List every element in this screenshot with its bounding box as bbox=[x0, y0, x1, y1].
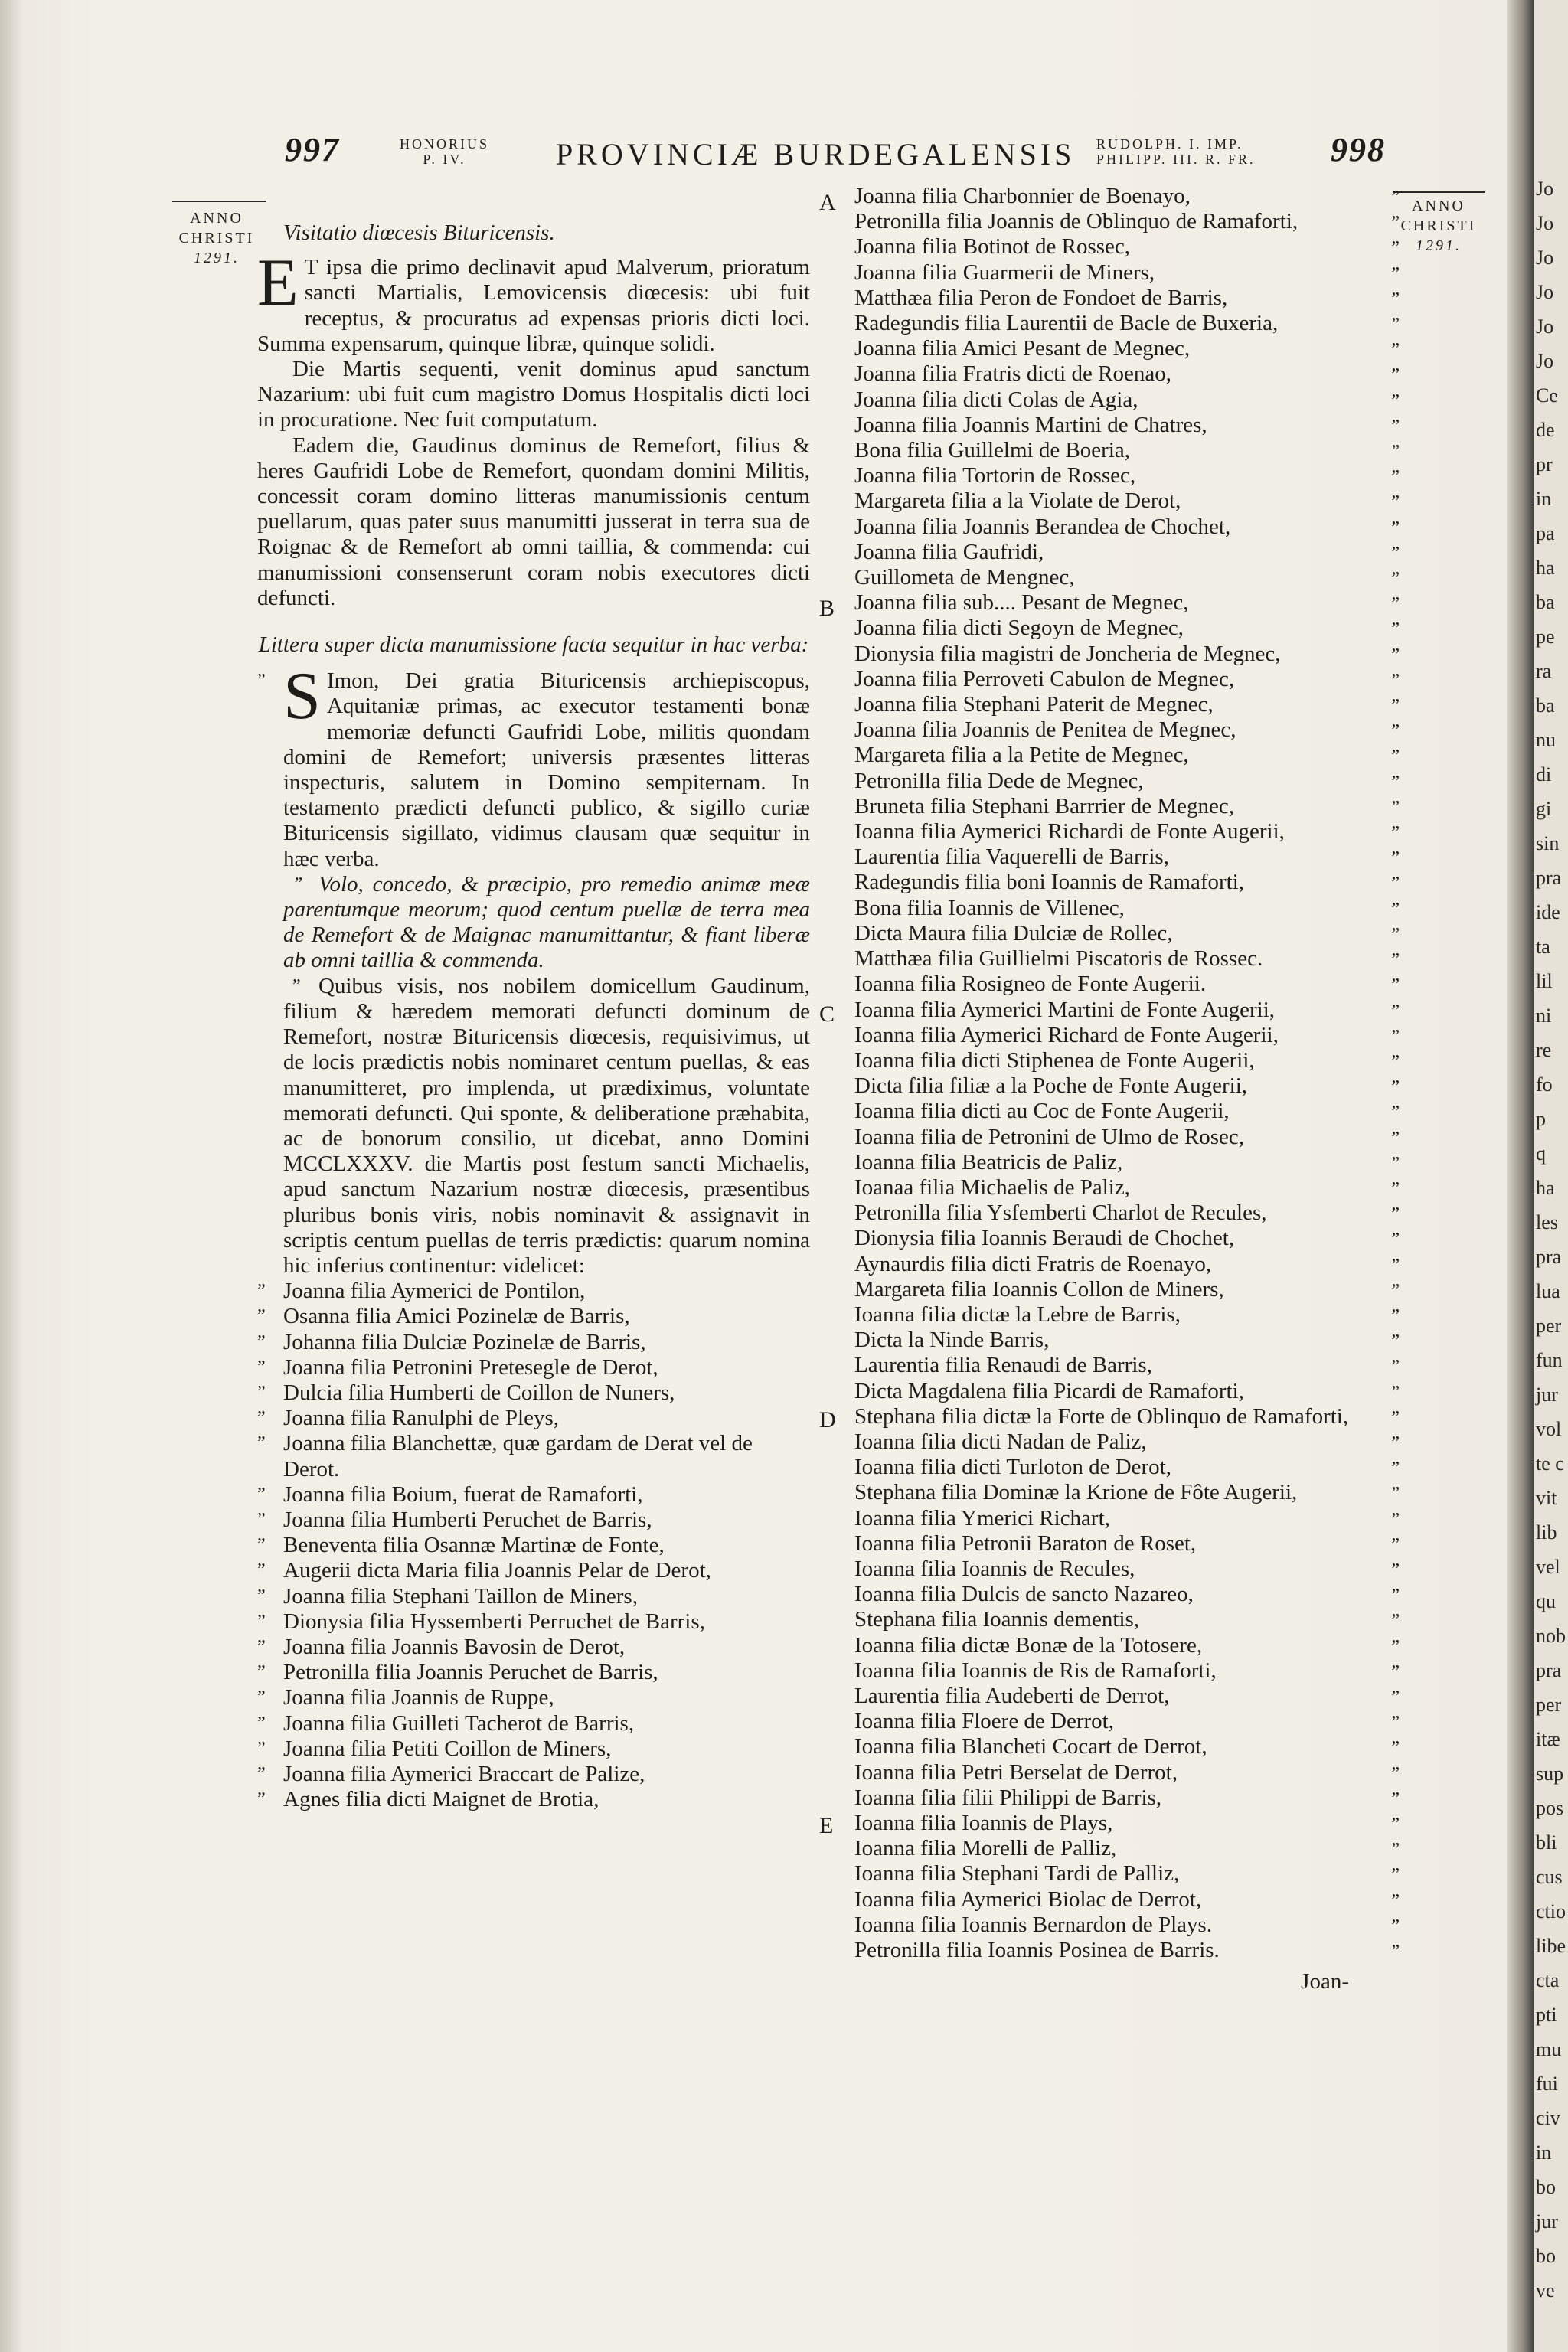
list-item: Matthæa filia Peron de Fondoet de Barris, ” bbox=[854, 286, 1403, 311]
next-page-fragment: bo bbox=[1536, 2176, 1556, 2198]
next-page-fragment: q bbox=[1536, 1142, 1546, 1165]
right-column bbox=[854, 184, 1403, 1994]
list-item: Ioanna filia dicti Stiphenea de Fonte Augerii, ” bbox=[854, 1048, 1403, 1073]
list-item: Joanna filia Tortorin de Rossec, ” bbox=[854, 463, 1403, 488]
next-page-fragment: gi bbox=[1536, 798, 1552, 820]
next-page-fragment: Jo bbox=[1536, 281, 1554, 303]
list-item: Ioanna filia dicti au Coc de Fonte Augerii, ” bbox=[854, 1099, 1403, 1124]
list-item: Joanna filia Joannis de Penitea de Megnec, ” bbox=[854, 717, 1403, 743]
list-item: Ioanna filia Aymerici Richard de Fonte Augerii, ” bbox=[854, 1023, 1403, 1048]
list-item: Joanna filia Botinot de Rossec, ” bbox=[854, 234, 1403, 260]
next-page-fragment: libe bbox=[1536, 1935, 1566, 1957]
list-item: Ioanna filia Dulcis de sancto Nazareo, ” bbox=[854, 1582, 1403, 1607]
next-page-fragment: jur bbox=[1536, 1383, 1558, 1406]
letter-paragraph-simon bbox=[257, 659, 810, 872]
running-header bbox=[0, 130, 1501, 191]
next-page-fragment: ha bbox=[1536, 557, 1555, 579]
next-page-fragment: sup bbox=[1536, 1762, 1564, 1785]
next-page-fragment: in bbox=[1536, 488, 1552, 510]
side-note-left-line2: CHRISTI bbox=[178, 230, 255, 247]
list-item: ” Joanna filia Petronini Pretesegle de Derot, bbox=[257, 1355, 810, 1380]
next-page-fragment: ni bbox=[1536, 1004, 1552, 1027]
list-item: Joanna filia Charbonnier de Boenayo, ” bbox=[854, 184, 1403, 209]
list-item: ” Augerii dicta Maria filia Joannis Pelar de Derot, bbox=[257, 1558, 810, 1583]
list-item: ” Agnes filia dicti Maignet de Brotia, bbox=[257, 1787, 810, 1812]
list-item: Ioanna filia dicti Turloton de Derot, ” bbox=[854, 1455, 1403, 1480]
list-item: Joanna filia Gaufridi, ” bbox=[854, 540, 1403, 565]
next-page-fragment: cta bbox=[1536, 1969, 1560, 1991]
catchword: Joan- bbox=[1301, 1969, 1349, 1994]
next-page-fragment: vol bbox=[1536, 1418, 1562, 1440]
next-page-fragment: Jo bbox=[1536, 212, 1554, 234]
list-item: Bruneta filia Stephani Barrrier de Megnec, ” bbox=[854, 794, 1403, 819]
letter-quote-volo: ” Volo, concedo, & præcipio, pro remedio animæ meæ parentumque meorum; quod centum puellæ de terra mea de Remefort & de Maignac manumittantur, & fiant liberæ ab omni taillia & commenda. bbox=[257, 872, 810, 974]
list-item: Matthæa filia Guillielmi Piscatoris de Rossec. ” bbox=[854, 946, 1403, 972]
left-name-list bbox=[257, 1279, 810, 1812]
next-page-fragment: pr bbox=[1536, 453, 1553, 475]
list-item: Petronilla filia Joannis de Oblinquo de Ramaforti, ” bbox=[854, 209, 1403, 234]
next-page-fragment: in bbox=[1536, 2141, 1552, 2164]
list-item: Joanna filia Fratris dicti de Roenao, ” bbox=[854, 361, 1403, 387]
side-note-right-line2: CHRISTI bbox=[1400, 217, 1477, 234]
list-item: Dicta Magdalena filia Picardi de Ramaforti, ” bbox=[854, 1379, 1403, 1404]
left-column bbox=[257, 184, 810, 1812]
list-item: Joanna filia Joannis Berandea de Chochet, ” bbox=[854, 514, 1403, 540]
next-page-fragment: Ce bbox=[1536, 384, 1558, 407]
next-page-fragment: nob bbox=[1536, 1625, 1566, 1647]
list-item: Ioanna filia Petri Berselat de Derrot, ” bbox=[854, 1760, 1403, 1785]
header-title: PROVINCIÆ BURDEGALENSIS bbox=[556, 137, 1076, 172]
list-item: Joanna filia dicti Colas de Agia, ” bbox=[854, 387, 1403, 413]
next-page-fragment: jur bbox=[1536, 2210, 1558, 2233]
list-item: Dionysia filia magistri de Joncheria de Megnec, ” bbox=[854, 642, 1403, 667]
list-item: Dicta Maura filia Dulciæ de Rollec, ” bbox=[854, 921, 1403, 946]
list-item: Ioanna filia Stephani Tardi de Palliz, ” bbox=[854, 1861, 1403, 1886]
margin-letter-e: E bbox=[819, 1813, 834, 1838]
list-item: Petronilla filia Ysfemberti Charlot de Recules, ” bbox=[854, 1200, 1403, 1226]
list-item: Ioanna filia dictæ la Lebre de Barris, ” bbox=[854, 1302, 1403, 1328]
list-item: Radegundis filia boni Ioannis de Ramaforti, ” bbox=[854, 870, 1403, 895]
paragraph-visitatio-text: T ipsa die primo declinavit apud Malverum, prioratum sancti Martialis, Lemovicensis diœcesis: ubi fuit receptus, & procuratus ad expensas prioris dicti loci. Summa expensarum, quinque libræ, quinque solidi. bbox=[257, 255, 810, 356]
next-page-fragment: ra bbox=[1536, 660, 1552, 682]
list-item: ” Petronilla filia Joannis Peruchet de Barris, bbox=[257, 1660, 810, 1685]
list-item: ” Joanna filia Petiti Coillon de Miners, bbox=[257, 1736, 810, 1762]
list-item: Joanna filia dicti Segoyn de Megnec, ” bbox=[854, 616, 1403, 641]
next-page-fragment: Jo bbox=[1536, 350, 1554, 372]
next-page-fragment: vel bbox=[1536, 1556, 1560, 1578]
list-item: Ioanna filia Beatricis de Paliz, ” bbox=[854, 1150, 1403, 1175]
side-note-left bbox=[172, 208, 262, 268]
list-item: Radegundis filia Laurentii de Bacle de Buxeria, ” bbox=[854, 311, 1403, 336]
list-item: Margareta filia a la Petite de Megnec, ” bbox=[854, 743, 1403, 768]
next-page-fragment: pe bbox=[1536, 626, 1555, 648]
drop-cap-s: ” S bbox=[283, 659, 321, 734]
next-page-fragment: per bbox=[1536, 1315, 1562, 1337]
side-note-right-line1: ANNO bbox=[1412, 198, 1465, 214]
list-item: Ioanna filia Blancheti Cocart de Derrot, ” bbox=[854, 1734, 1403, 1759]
list-item: Ioanna filia dictæ Bonæ de la Totosere, ” bbox=[854, 1633, 1403, 1658]
list-item: Ioanna filia Ioannis de Ris de Ramaforti, ” bbox=[854, 1658, 1403, 1684]
paragraph-die-martis: Die Martis sequenti, venit dominus apud sanctum Nazarium: ubi fuit cum magistro Domus Hospitalis dicti loci in procuratione. Nec fuit computatum. bbox=[257, 357, 810, 433]
list-item: Ioanna filia Morelli de Palliz, ” bbox=[854, 1836, 1403, 1861]
next-page-fragment: Jo bbox=[1536, 178, 1554, 200]
list-item: Joanna filia sub.... Pesant de Megnec, ” bbox=[854, 590, 1403, 616]
next-page-fragment: qu bbox=[1536, 1590, 1556, 1612]
next-page-fragment: nu bbox=[1536, 729, 1556, 751]
list-item: ” Beneventa filia Osannæ Martinæ de Fonte, bbox=[257, 1533, 810, 1558]
side-note-left-line1: ANNO bbox=[190, 210, 243, 227]
next-page-fragment: ctio bbox=[1536, 1900, 1566, 1922]
list-item: Petronilla filia Dede de Megnec, ” bbox=[854, 769, 1403, 794]
page-number-right: 998 bbox=[1331, 131, 1386, 168]
next-page-fragment: civ bbox=[1536, 2107, 1560, 2129]
list-item: ” Joanna filia Aymerici de Pontilon, bbox=[257, 1279, 810, 1304]
list-item: Margareta filia Ioannis Collon de Miners, ” bbox=[854, 1277, 1403, 1302]
next-page-fragment: bo bbox=[1536, 2245, 1556, 2267]
list-item: Ioanna filia Aymerici Richardi de Fonte Augerii, ” bbox=[854, 819, 1403, 844]
list-item: Bona filia Guillelmi de Boeria, ” bbox=[854, 438, 1403, 463]
list-item: Ioanna filia de Petronini de Ulmo de Rosec, ” bbox=[854, 1125, 1403, 1150]
next-page-fragment: di bbox=[1536, 763, 1552, 786]
side-note-right bbox=[1393, 196, 1484, 256]
next-page-edge bbox=[1534, 0, 1568, 2352]
list-item: Joanna filia Perroveti Cabulon de Megnec, ” bbox=[854, 667, 1403, 692]
side-note-rule-right bbox=[1393, 191, 1485, 193]
next-page-fragment: ide bbox=[1536, 901, 1560, 923]
margin-letter-d: D bbox=[819, 1407, 836, 1432]
list-item: Ioanna filia Rosigneo de Fonte Augerii. ” bbox=[854, 972, 1403, 997]
page-number-left: 997 bbox=[285, 131, 340, 168]
next-page-fragment: les bbox=[1536, 1211, 1558, 1233]
list-item: ” Dulcia filia Humberti de Coillon de Nuners, bbox=[257, 1380, 810, 1406]
margin-letter-a: A bbox=[819, 190, 836, 215]
letter-paragraph-simon-text: Imon, Dei gratia Bituricensis archiepiscopus, Aquitaniæ primas, ac executor testamenti bonæ memoriæ defuncti Gaufridi Lobe, militis quondam domini de Remefort; universis præsentes litteras inspecturis, salutem in Domino sempiternam. In testamento prædicti defuncti publico, & sigillo curiæ Bituricensis sigillato, vidimus clausam quæ sequitur in hæc verba. bbox=[283, 668, 810, 871]
paragraph-visitatio bbox=[257, 246, 810, 357]
book-gutter bbox=[1507, 0, 1534, 2352]
next-page-fragment: pos bbox=[1536, 1797, 1564, 1819]
next-page-fragment: te c bbox=[1536, 1452, 1564, 1475]
next-page-fragment: re bbox=[1536, 1039, 1552, 1061]
list-item: Ioanna filia Ioannis de Recules, ” bbox=[854, 1557, 1403, 1582]
next-page-fragment: fun bbox=[1536, 1349, 1563, 1371]
header-honorius-line1: HONORIUS bbox=[400, 136, 490, 152]
list-item: ” Osanna filia Amici Pozinelæ de Barris, bbox=[257, 1304, 810, 1329]
list-item: Ioanna filia Aymerici Martini de Fonte Augerii, ” bbox=[854, 998, 1403, 1023]
margin-letter-c: C bbox=[819, 1001, 835, 1027]
next-page-fragment: pti bbox=[1536, 2004, 1557, 2026]
list-item: Aynaurdis filia dicti Fratris de Roenayo, ” bbox=[854, 1252, 1403, 1277]
list-item: ” Dionysia filia Hyssemberti Perruchet de Barris, bbox=[257, 1609, 810, 1635]
list-item: Joanna filia Joannis Martini de Chatres, ” bbox=[854, 413, 1403, 438]
side-note-right-line3: 1291. bbox=[1416, 237, 1462, 254]
next-page-fragment: p bbox=[1536, 1108, 1546, 1130]
right-name-list bbox=[854, 184, 1403, 1963]
list-item: Ioanna filia filii Philippi de Barris, ” bbox=[854, 1785, 1403, 1811]
next-page-fragment: pra bbox=[1536, 1659, 1562, 1681]
side-note-left-line3: 1291. bbox=[194, 250, 240, 266]
next-page-fragment: Jo bbox=[1536, 247, 1554, 269]
list-item: Joanna filia Guarmerii de Miners, ” bbox=[854, 260, 1403, 286]
next-page-fragment: lib bbox=[1536, 1521, 1557, 1544]
list-item: Ioanna filia Petronii Baraton de Roset, ” bbox=[854, 1531, 1403, 1557]
next-page-fragment: fo bbox=[1536, 1073, 1553, 1096]
next-page-fragment: cus bbox=[1536, 1866, 1563, 1888]
next-page-fragment: pra bbox=[1536, 1246, 1562, 1268]
list-item: Bona filia Ioannis de Villenec, ” bbox=[854, 896, 1403, 921]
list-item: Ioanna filia Aymerici Biolac de Derrot, ” bbox=[854, 1887, 1403, 1913]
list-item: ” Johanna filia Dulciæ Pozinelæ de Barris, bbox=[257, 1330, 810, 1355]
list-item: ” Joanna filia Ranulphi de Pleys, bbox=[257, 1406, 810, 1431]
next-page-fragment: lil bbox=[1536, 970, 1553, 992]
list-item: Petronilla filia Ioannis Posinea de Barris. ” bbox=[854, 1938, 1403, 1963]
list-item: ” Joanna filia Joannis Bavosin de Derot, bbox=[257, 1635, 810, 1660]
list-item: Stephana filia Ioannis dementis, ” bbox=[854, 1607, 1403, 1632]
next-page-fragment: fui bbox=[1536, 2073, 1558, 2095]
header-rudolph-line1: RUDOLPH. I. IMP. bbox=[1096, 136, 1243, 152]
list-item: Joanna filia Stephani Paterit de Megnec, ” bbox=[854, 692, 1403, 717]
next-page-fragment: itæ bbox=[1536, 1728, 1560, 1750]
list-item: Dicta filia filiæ a la Poche de Fonte Augerii, ” bbox=[854, 1073, 1403, 1099]
next-page-fragment: per bbox=[1536, 1694, 1562, 1716]
list-item: ” Joanna filia Stephani Taillon de Miners, bbox=[257, 1584, 810, 1609]
list-item: Laurentia filia Renaudi de Barris, ” bbox=[854, 1353, 1403, 1378]
page-edge-shadow bbox=[0, 0, 23, 2352]
next-page-fragment: bli bbox=[1536, 1831, 1557, 1854]
header-honorius bbox=[400, 136, 489, 167]
next-page-fragment: vit bbox=[1536, 1487, 1557, 1509]
side-note-rule-left bbox=[172, 201, 266, 202]
list-item: Ioanna filia Ioannis de Plays, ” bbox=[854, 1811, 1403, 1836]
next-page-fragment: ba bbox=[1536, 591, 1555, 613]
next-page-fragment: pra bbox=[1536, 867, 1562, 889]
list-item: ” Joanna filia Boium, fuerat de Ramaforti, bbox=[257, 1482, 810, 1508]
list-item: Joanna filia Amici Pesant de Megnec, ” bbox=[854, 336, 1403, 361]
margin-letter-b: B bbox=[819, 596, 835, 621]
list-item: Margareta filia a la Violate de Derot, ” bbox=[854, 488, 1403, 514]
list-item: Stephana filia dictæ la Forte de Oblinquo de Ramaforti, ” bbox=[854, 1404, 1403, 1429]
list-item: ” Joanna filia Blanchettæ, quæ gardam de Derat vel de Derot. bbox=[257, 1431, 810, 1481]
list-item: Ioanaa filia Michaelis de Paliz, ” bbox=[854, 1175, 1403, 1200]
heading-littera: Littera super dicta manumissione facta sequitur in hac verba: bbox=[258, 632, 809, 658]
next-page-fragment: ha bbox=[1536, 1177, 1555, 1199]
list-item: Guillometa de Mengnec, ” bbox=[854, 565, 1403, 590]
next-page-fragment: pa bbox=[1536, 522, 1555, 544]
list-item: Ioanna filia Floere de Derrot, ” bbox=[854, 1709, 1403, 1734]
letter-paragraph-quibus: ” Quibus visis, nos nobilem domicellum Gaudinum, filium & hæredem memorati defuncti dominum de Remefort, nostræ Bituricensis diœcesis, requisivimus, ut de locis prædictis nobis nominaret centum puellas, & eas manumitteret, pro implenda, ut prædiximus, voluntate memorati defuncti. Qui sponte, & deliberatione præhabita, ac de bonorum consilio, ut dicebat, anno Domini MCCLXXXV. die Martis post festum sancti Michaelis, apud sanctum Nazarium nostræ diœcesis, præsentibus pluribus bonis viris, nobis nominavit & assignavit in scriptis centum puellas de terris prædictis: quarum nomina hic inferius continentur: videlicet: bbox=[257, 974, 810, 1279]
list-item: ” Joanna filia Joannis de Ruppe, bbox=[257, 1685, 810, 1710]
list-item: Laurentia filia Vaquerelli de Barris, ” bbox=[854, 844, 1403, 870]
heading-visitatio: Visitatio diœcesis Bituricensis. bbox=[283, 220, 555, 245]
next-page-fragment: de bbox=[1536, 419, 1555, 441]
next-page-fragment: lua bbox=[1536, 1280, 1560, 1302]
list-item: Ioanna filia dicti Nadan de Paliz, ” bbox=[854, 1429, 1403, 1455]
list-item: ” Joanna filia Aymerici Braccart de Palize, bbox=[257, 1762, 810, 1787]
drop-cap-e: E bbox=[257, 246, 299, 321]
list-item: Dionysia filia Ioannis Beraudi de Chochet, ” bbox=[854, 1226, 1403, 1251]
list-item: Ioanna filia Ioannis Bernardon de Plays. ” bbox=[854, 1913, 1403, 1938]
next-page-fragment: sin bbox=[1536, 832, 1560, 854]
list-item: Dicta la Ninde Barris, ” bbox=[854, 1328, 1403, 1353]
paragraph-eadem-die: Eadem die, Gaudinus dominus de Remefort, filius & heres Gaufridi Lobe de Remefort, quondam domini Militis, concessit coram domino litteras manumissionis centum puellarum, quas pater suus manumitti jusserat in terra sua de Roignac & de Remefort ab omni taillia, & commenda: cui manumissioni consenserunt coram nobis executores dicti defuncti. bbox=[257, 433, 810, 610]
next-page-fragment: Jo bbox=[1536, 315, 1554, 338]
next-page-fragment: ba bbox=[1536, 694, 1555, 717]
next-page-fragment: ta bbox=[1536, 936, 1550, 958]
header-honorius-line2: P. IV. bbox=[423, 152, 466, 167]
list-item: Stephana filia Dominæ la Krione de Fôte Augerii, ” bbox=[854, 1480, 1403, 1505]
next-page-fragment: ve bbox=[1536, 2279, 1555, 2301]
list-item: ” Joanna filia Guilleti Tacherot de Barris, bbox=[257, 1711, 810, 1736]
header-rudolph bbox=[1096, 136, 1256, 167]
header-rudolph-line2: PHILIPP. III. R. FR. bbox=[1096, 152, 1256, 167]
list-item: Laurentia filia Audeberti de Derrot, ” bbox=[854, 1684, 1403, 1709]
next-page-fragment: mu bbox=[1536, 2038, 1562, 2060]
list-item: Ioanna filia Ymerici Richart, ” bbox=[854, 1506, 1403, 1531]
list-item: ” Joanna filia Humberti Peruchet de Barris, bbox=[257, 1508, 810, 1533]
